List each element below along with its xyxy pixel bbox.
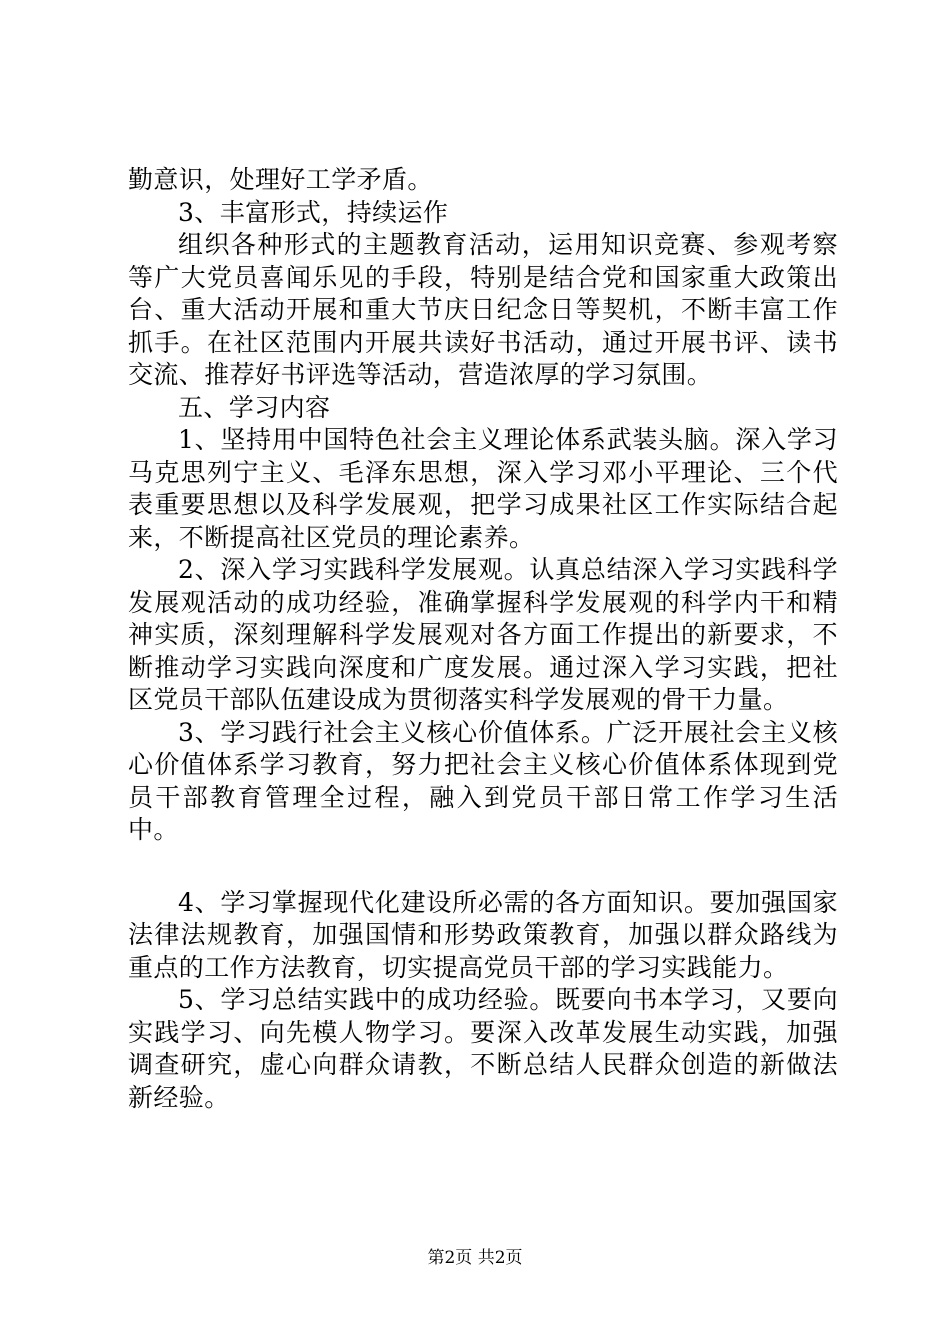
section-heading: 五、学习内容 (178, 392, 331, 422)
paragraph-7: 3、学习践行社会主义核心价值体系。广泛开展社会主义核心价值体系学习教育，努力把社会主义核心价值体系体现到党员干部教育管理全过程，融入到党员干部日常工作学习生活中。 (128, 717, 838, 844)
paragraph-gap (128, 847, 838, 887)
document-body (128, 164, 838, 1114)
paragraph-1: 勤意识，处理好工学矛盾。 (128, 165, 433, 194)
page-footer: 第2页 共2页 (427, 1248, 523, 1268)
paragraph-6: 2、深入学习实践科学发展观。认真总结深入学习实践科学发展观活动的成功经验，准确掌握科学发展观的科学内干和精神实质，深刻理解科学发展观对各方面工作提出的新要求，不断推动学习实践向深度和广度发展。通过深入学习实践，把社区党员干部队伍建设成为贯彻落实科学发展观的骨干力量。 (128, 555, 838, 714)
paragraph-3: 组织各种形式的主题教育活动，运用知识竞赛、参观考察等广大党员喜闻乐见的手段，特别是结合党和国家重大政策出台、重大活动开展和重大节庆日纪念日等契机，不断丰富工作抓手。在社区范围内开展共读好书活动，通过开展书评、读书交流、推荐好书评选等活动，营造浓厚的学习氛围。 (128, 230, 838, 389)
paragraph-9: 5、学习总结实践中的成功经验。既要向书本学习，又要向实践学习、向先模人物学习。要深入改革发展生动实践，加强调查研究，虚心向群众请教，不断总结人民群众创造的新做法新经验。 (128, 985, 838, 1112)
paragraph-5: 1、坚持用中国特色社会主义理论体系武装头脑。深入学习马克思列宁主义、毛泽东思想，深入学习邓小平理论、三个代表重要思想以及科学发展观，把学习成果社区工作实际结合起来，不断提高社区党员的理论素养。 (128, 425, 838, 552)
paragraph-8: 4、学习掌握现代化建设所必需的各方面知识。要加强国家法律法规教育，加强国情和形势政策教育，加强以群众路线为重点的工作方法教育，切实提高党员干部的学习实践能力。 (128, 887, 838, 982)
paragraph-2: 3、丰富形式，持续运作 (178, 197, 449, 227)
